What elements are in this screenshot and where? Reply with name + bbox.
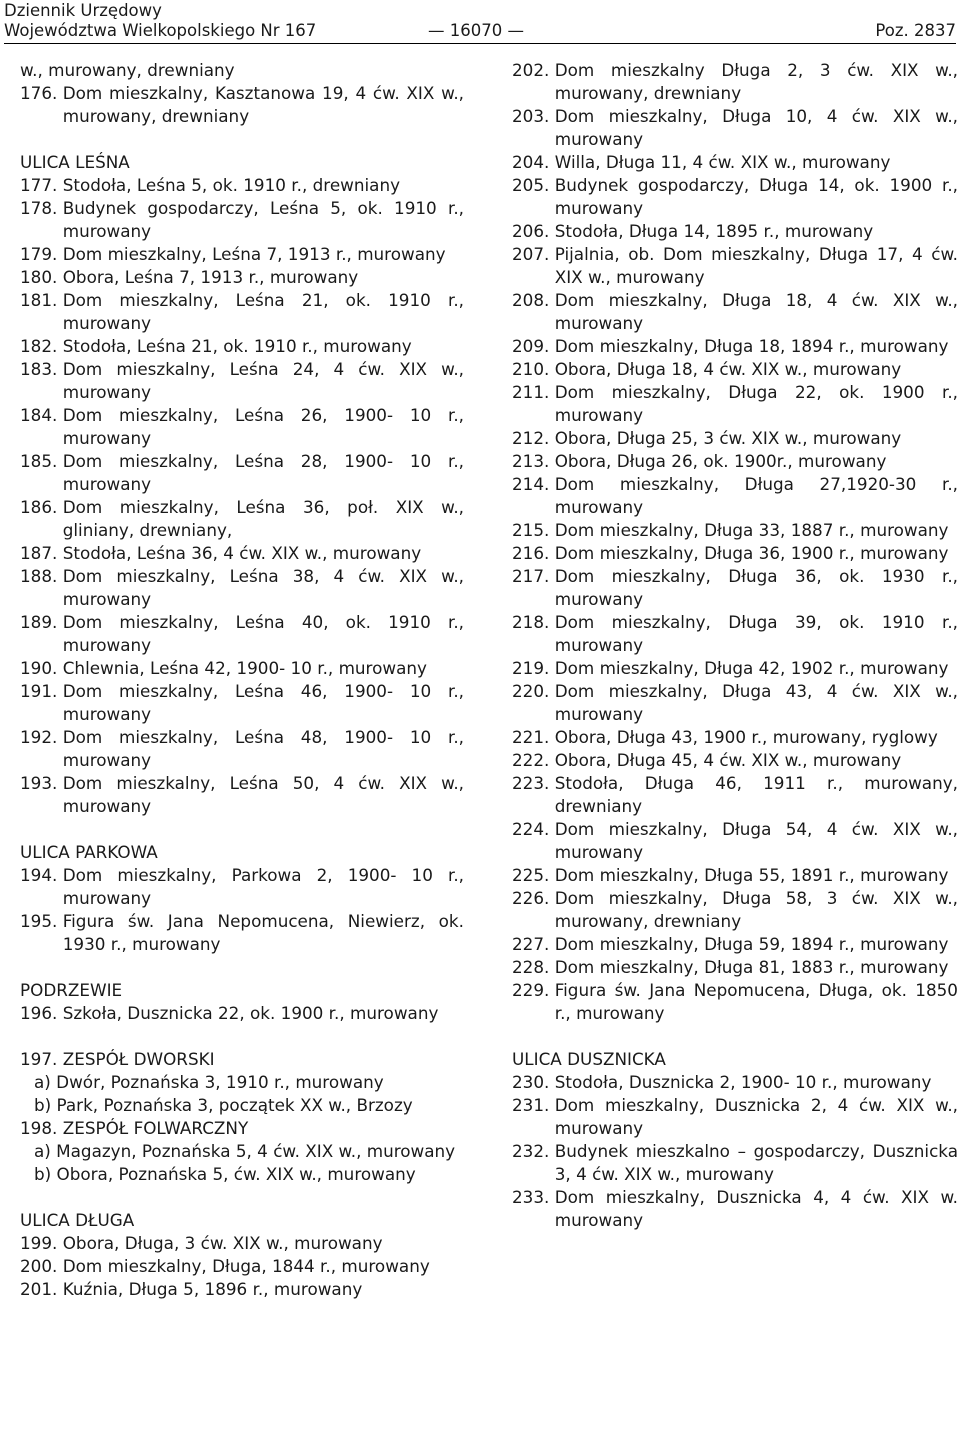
list-item: [20, 657, 464, 680]
list-item: [512, 1094, 958, 1140]
entry-text: ZESPÓŁ DWORSKI: [62, 1049, 215, 1069]
entry-text: Stodoła, Leśna 36, 4 ćw. XIX w., murowany: [62, 543, 422, 563]
entry-text: Dom mieszkalny, Leśna 26, 1900- 10 r., murowany: [62, 405, 464, 448]
entry-number: 216.: [512, 543, 550, 563]
entry-text: Dom mieszkalny, Długa 36, 1900 r., murowany: [554, 543, 949, 563]
spacer: [20, 1025, 464, 1048]
continuation-text: w., murowany, drewniany: [20, 60, 235, 80]
list-item: [512, 726, 958, 749]
list-item: [512, 864, 958, 887]
entry-number: 231.: [512, 1095, 550, 1115]
header-divider: [4, 43, 956, 44]
entry-number: 193.: [20, 773, 58, 793]
list-item: [512, 749, 958, 772]
entry-text: Stodoła, Leśna 5, ok. 1910 r., drewniany: [62, 175, 401, 195]
entry-text: Szkoła, Dusznicka 22, ok. 1900 r., murowany: [62, 1003, 439, 1023]
list-item: [20, 1255, 464, 1278]
entry-text: Dom mieszkalny, Długa 10, 4 ćw. XIX w., murowany: [554, 106, 958, 149]
entry-number: 198.: [20, 1118, 58, 1138]
entry-text: Obora, Długa 26, ok. 1900r., murowany: [554, 451, 887, 471]
entry-text: Dom mieszkalny, Leśna 48, 1900- 10 r., murowany: [62, 727, 464, 770]
sub-entry: b) Park, Poznańska 3, początek XX w., Brzozy: [34, 1095, 413, 1115]
list-item: [20, 197, 464, 243]
entry-number: 191.: [20, 681, 58, 701]
list-item: [20, 864, 464, 910]
entry-text: Dom mieszkalny, Dusznicka 4, 4 ćw. XIX w. murowany: [554, 1187, 958, 1230]
page-number: — 16070 —: [428, 21, 524, 40]
entry-text: Obora, Długa 43, 1900 r., murowany, ryglowy: [554, 727, 938, 747]
entry-number: 214.: [512, 474, 550, 494]
entry-text: Dom mieszkalny, Długa 18, 4 ćw. XIX w., murowany: [554, 290, 958, 333]
entry-number: 215.: [512, 520, 550, 540]
list-item: [20, 565, 464, 611]
entry-text: Dom mieszkalny, Długa 18, 1894 r., murowany: [554, 336, 949, 356]
entry-text: Budynek gospodarczy, Leśna 5, ok. 1910 r., murowany: [62, 198, 464, 241]
entry-text: Stodoła, Długa 46, 1911 r., murowany, drewniany: [554, 773, 958, 816]
entry-number: 207.: [512, 244, 550, 264]
entry-number: 200.: [20, 1256, 58, 1276]
entry-text: Dom mieszkalny, Długa 55, 1891 r., murowany: [554, 865, 949, 885]
list-item: [512, 427, 958, 450]
entry-number: 177.: [20, 175, 58, 195]
list-item: [20, 335, 464, 358]
entry-number: 221.: [512, 727, 550, 747]
list-item: [512, 1186, 958, 1232]
entry-text: Dom mieszkalny, Leśna 28, 1900- 10 r., murowany: [62, 451, 464, 494]
entry-text: Dom mieszkalny, Długa 36, ok. 1930 r., murowany: [554, 566, 958, 609]
list-item: [512, 289, 958, 335]
list-item: [512, 243, 958, 289]
list-item: [512, 335, 958, 358]
entry-number: 181.: [20, 290, 58, 310]
entry-text: Obora, Długa 45, 4 ćw. XIX w., murowany: [554, 750, 902, 770]
entry-number: 208.: [512, 290, 550, 310]
entry-number: 187.: [20, 543, 58, 563]
entry-text: Figura św. Jana Nepomucena, Długa, ok. 1850 r., murowany: [554, 980, 958, 1023]
list-item: [20, 1278, 464, 1301]
entry-number: 230.: [512, 1072, 550, 1092]
list-item: [512, 772, 958, 818]
entry-text: Dom mieszkalny, Długa 22, ok. 1900 r., murowany: [554, 382, 958, 425]
entry-text: Dom mieszkalny, Długa, 1844 r., murowany: [62, 1256, 430, 1276]
position-number: Poz. 2837: [875, 21, 956, 40]
entry-number: 224.: [512, 819, 550, 839]
list-item: [20, 404, 464, 450]
entry-number: 218.: [512, 612, 550, 632]
list-item: [512, 59, 958, 105]
entry-number: 222.: [512, 750, 550, 770]
entry-number: 204.: [512, 152, 550, 172]
entry-number: 226.: [512, 888, 550, 908]
entry-text: Dom mieszkalny, Leśna 36, poł. XIX w., gliniany, drewniany,: [62, 497, 464, 540]
entry-text: Dom mieszkalny, Leśna 46, 1900- 10 r., murowany: [62, 681, 464, 724]
entry-text: Chlewnia, Leśna 42, 1900- 10 r., murowany: [62, 658, 427, 678]
list-item: [20, 1232, 464, 1255]
entry-text: Dom mieszkalny, Długa 58, 3 ćw. XIX w., murowany, drewniany: [554, 888, 958, 931]
entry-number: 195.: [20, 911, 58, 931]
list-item: [20, 450, 464, 496]
list-item: [512, 933, 958, 956]
entry-number: 192.: [20, 727, 58, 747]
entry-text: Dom mieszkalny, Leśna 38, 4 ćw. XIX w., murowany: [62, 566, 464, 609]
list-item: [20, 1048, 464, 1071]
list-item: [512, 680, 958, 726]
list-item: [512, 565, 958, 611]
entry-text: Dom mieszkalny, Długa 59, 1894 r., murowany: [554, 934, 949, 954]
list-item: [512, 450, 958, 473]
entry-text: Dom mieszkalny, Kasztanowa 19, 4 ćw. XIX w., murowany, drewniany: [62, 83, 464, 126]
entry-text: Dom mieszkalny, Długa 81, 1883 r., murowany: [554, 957, 949, 977]
entry-text: Kuźnia, Długa 5, 1896 r., murowany: [62, 1279, 363, 1299]
list-item: [512, 657, 958, 680]
list-item: [512, 542, 958, 565]
list-item: [20, 289, 464, 335]
list-item: [512, 105, 958, 151]
entry-number: 217.: [512, 566, 550, 586]
list-item: [512, 979, 958, 1025]
list-item: [512, 611, 958, 657]
entry-number: 188.: [20, 566, 58, 586]
list-item: [20, 496, 464, 542]
entry-text: Dom mieszkalny, Długa 39, ok. 1910 r., murowany: [554, 612, 958, 655]
section-heading: PODRZEWIE: [20, 980, 123, 1000]
list-item: [512, 473, 958, 519]
entry-number: 185.: [20, 451, 58, 471]
section-heading: ULICA DŁUGA: [20, 1210, 135, 1230]
entry-text: Obora, Długa 25, 3 ćw. XIX w., murowany: [554, 428, 902, 448]
entry-number: 203.: [512, 106, 550, 126]
entry-text: Stodoła, Leśna 21, ok. 1910 r., murowany: [62, 336, 412, 356]
entry-number: 229.: [512, 980, 550, 1000]
sub-entry: a) Dwór, Poznańska 3, 1910 r., murowany: [34, 1072, 384, 1092]
entry-number: 190.: [20, 658, 58, 678]
entry-number: 225.: [512, 865, 550, 885]
entry-number: 232.: [512, 1141, 550, 1161]
list-item: [512, 174, 958, 220]
entry-number: 180.: [20, 267, 58, 287]
entry-text: Dom mieszkalny Długa 2, 3 ćw. XIX w., murowany, drewniany: [554, 60, 958, 103]
entry-number: 201.: [20, 1279, 58, 1299]
entry-text: Dom mieszkalny, Długa 42, 1902 r., murowany: [554, 658, 949, 678]
section-heading: ULICA DUSZNICKA: [512, 1049, 666, 1069]
list-item: [512, 1071, 958, 1094]
entry-text: Dom mieszkalny, Długa 43, 4 ćw. XIX w., murowany: [554, 681, 958, 724]
entry-text: Dom mieszkalny, Parkowa 2, 1900- 10 r., murowany: [62, 865, 464, 908]
entry-text: Dom mieszkalny, Leśna 24, 4 ćw. XIX w., murowany: [62, 359, 464, 402]
entry-number: 211.: [512, 382, 550, 402]
journal-issue: Województwa Wielkopolskiego Nr 167: [4, 21, 317, 40]
entry-number: 183.: [20, 359, 58, 379]
entry-text: Dom mieszkalny, Długa 27,1920-30 r., murowany: [554, 474, 958, 517]
entry-text: Dom mieszkalny, Leśna 7, 1913 r., murowany: [62, 244, 446, 264]
entry-number: 209.: [512, 336, 550, 356]
entry-number: 233.: [512, 1187, 550, 1207]
list-item: [20, 611, 464, 657]
entry-number: 206.: [512, 221, 550, 241]
list-item: [20, 1002, 464, 1025]
entry-text: ZESPÓŁ FOLWARCZNY: [62, 1118, 249, 1138]
list-item: [20, 680, 464, 726]
list-item: [512, 519, 958, 542]
list-item: [512, 887, 958, 933]
entry-text: Willa, Długa 11, 4 ćw. XIX w., murowany: [554, 152, 891, 172]
list-item: [20, 243, 464, 266]
entry-number: 219.: [512, 658, 550, 678]
left-column: [20, 59, 464, 1301]
list-item: [20, 542, 464, 565]
list-item: [512, 220, 958, 243]
entry-number: 199.: [20, 1233, 58, 1253]
entry-text: Stodoła, Dusznicka 2, 1900- 10 r., murowany: [554, 1072, 932, 1092]
list-item: [20, 1117, 464, 1140]
list-item: [512, 956, 958, 979]
entry-text: Obora, Długa 18, 4 ćw. XIX w., murowany: [554, 359, 902, 379]
list-item: [512, 818, 958, 864]
entry-text: Pijalnia, ob. Dom mieszkalny, Długa 17, 4 ćw. XIX w., murowany: [554, 244, 958, 287]
list-item: [20, 726, 464, 772]
list-item: [20, 358, 464, 404]
entry-text: Obora, Długa, 3 ćw. XIX w., murowany: [62, 1233, 383, 1253]
entry-number: 227.: [512, 934, 550, 954]
entry-number: 194.: [20, 865, 58, 885]
right-column: [512, 59, 958, 1232]
journal-title: Dziennik Urzędowy: [4, 1, 162, 20]
entry-number: 179.: [20, 244, 58, 264]
sub-entry: a) Magazyn, Poznańska 5, 4 ćw. XIX w., murowany: [34, 1141, 456, 1161]
list-item: [20, 174, 464, 197]
entry-number: 196.: [20, 1003, 58, 1023]
list-item: [512, 358, 958, 381]
list-item: [512, 1140, 958, 1186]
entry-number: 213.: [512, 451, 550, 471]
entry-number: 205.: [512, 175, 550, 195]
entry-text: Budynek mieszkalno – gospodarczy, Dusznicka 3, 4 ćw. XIX w., murowany: [554, 1141, 958, 1184]
entry-number: 220.: [512, 681, 550, 701]
sub-entry: b) Obora, Poznańska 5, ćw. XIX w., murowany: [34, 1164, 416, 1184]
entry-text: Dom mieszkalny, Długa 33, 1887 r., murowany: [554, 520, 949, 540]
entry-number: 223.: [512, 773, 550, 793]
list-item: [512, 381, 958, 427]
entry-number: 189.: [20, 612, 58, 632]
entry-number: 184.: [20, 405, 58, 425]
section-heading: ULICA LEŚNA: [20, 152, 130, 172]
entry-number: 228.: [512, 957, 550, 977]
list-item: [20, 266, 464, 289]
entry-number: 197.: [20, 1049, 58, 1069]
page-header: [4, 0, 956, 46]
entry-number: 186.: [20, 497, 58, 517]
entry-number: 176.: [20, 83, 58, 103]
entry-text: Stodoła, Długa 14, 1895 r., murowany: [554, 221, 874, 241]
entry-text: Obora, Leśna 7, 1913 r., murowany: [62, 267, 359, 287]
entry-number: 212.: [512, 428, 550, 448]
list-item: [20, 82, 464, 128]
list-item: [512, 151, 958, 174]
entry-number: 210.: [512, 359, 550, 379]
entry-number: 182.: [20, 336, 58, 356]
section-heading: ULICA PARKOWA: [20, 842, 158, 862]
entry-text: Dom mieszkalny, Leśna 21, ok. 1910 r., murowany: [62, 290, 464, 333]
entry-text: Dom mieszkalny, Długa 54, 4 ćw. XIX w., murowany: [554, 819, 958, 862]
list-item: [20, 772, 464, 818]
entry-text: Dom mieszkalny, Leśna 40, ok. 1910 r., murowany: [62, 612, 464, 655]
entry-text: Dom mieszkalny, Dusznicka 2, 4 ćw. XIX w., murowany: [554, 1095, 958, 1138]
entry-text: Dom mieszkalny, Leśna 50, 4 ćw. XIX w., murowany: [62, 773, 464, 816]
entry-text: Budynek gospodarczy, Długa 14, ok. 1900 r., murowany: [554, 175, 958, 218]
entry-number: 178.: [20, 198, 58, 218]
entry-text: Figura św. Jana Nepomucena, Niewierz, ok. 1930 r., murowany: [62, 911, 464, 954]
entry-number: 202.: [512, 60, 550, 80]
list-item: [20, 910, 464, 956]
